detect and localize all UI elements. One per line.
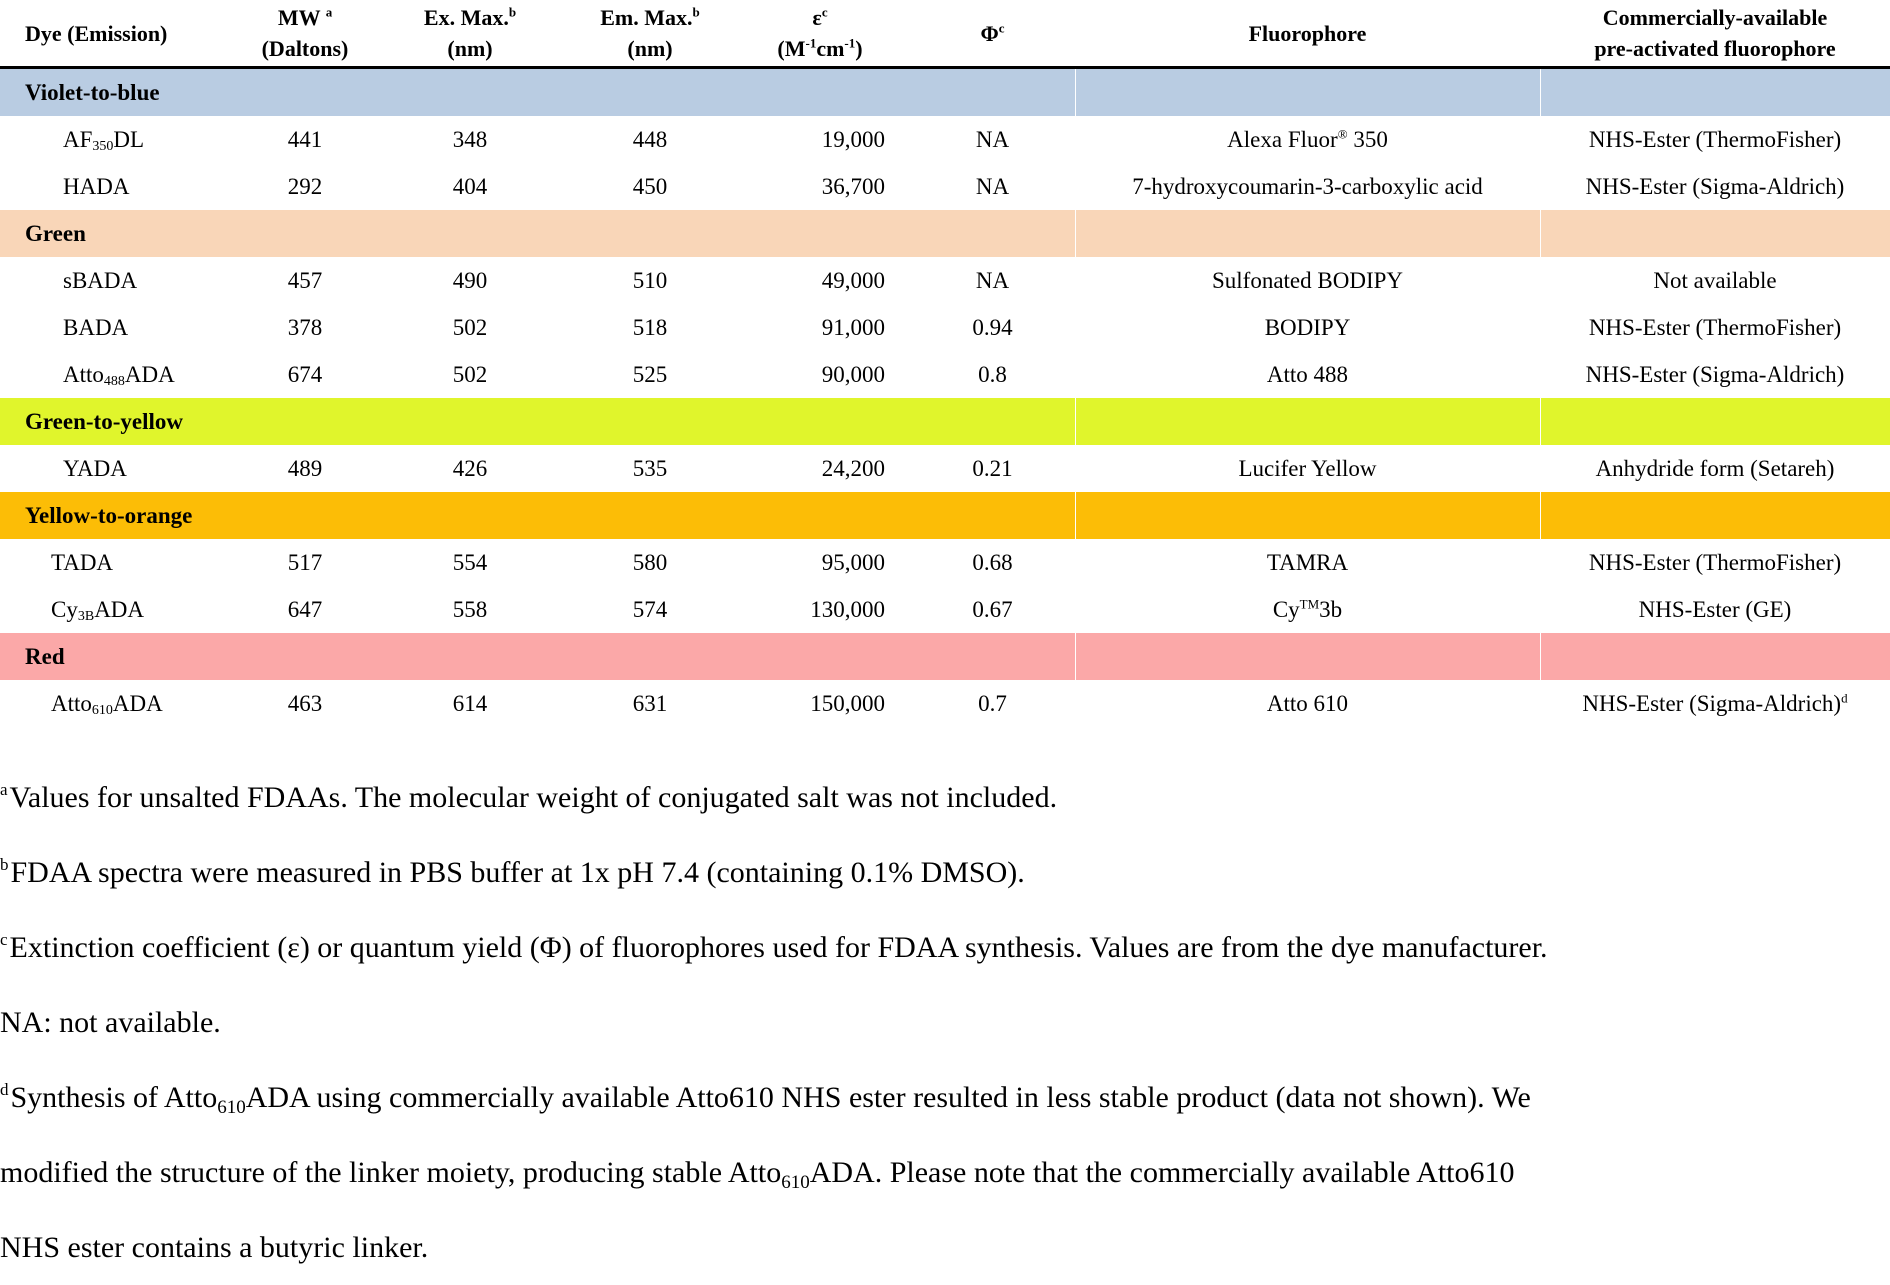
header-extinction: $\varepsilon^c$ $(M^{-1}cm^{-1})$ bbox=[730, 0, 910, 68]
molecular-weight: 489 bbox=[287, 455, 323, 481]
footnotes bbox=[0, 760, 1890, 1285]
category-cell bbox=[1075, 68, 1540, 117]
table-row bbox=[0, 257, 1890, 304]
commercial-source bbox=[1540, 116, 1890, 163]
quantum-yield: 0.8 bbox=[978, 361, 1007, 387]
dye-name bbox=[0, 163, 240, 210]
header-dye: Dye (Emission) bbox=[0, 0, 240, 68]
category-cell bbox=[240, 492, 370, 539]
dye-name bbox=[0, 445, 240, 492]
quantum-yield: NA bbox=[975, 267, 1010, 293]
molecular-weight: 647 bbox=[287, 596, 323, 622]
fluorophore-text: Atto 488 bbox=[1266, 361, 1349, 387]
category-cell bbox=[240, 68, 370, 117]
footnote-na: NA: not available. bbox=[0, 1006, 221, 1039]
header-fluorophore: Fluorophore bbox=[1075, 0, 1540, 68]
category-cell bbox=[730, 492, 910, 539]
quantum-yield: 0.94 bbox=[972, 314, 1013, 340]
dye-name-suffix: ADA bbox=[94, 596, 145, 622]
excitation-max: 502 bbox=[452, 361, 488, 387]
category-cell bbox=[370, 492, 570, 539]
footnote-d-line-2: modified the structure of the linker moiety, producing stable Atto$_{610}$ADA. Please note that the commercially available Atto610 bbox=[0, 1156, 1515, 1193]
category-cell bbox=[370, 633, 570, 680]
fluorophore bbox=[1075, 586, 1540, 633]
commercial-footnote-mark: d bbox=[1841, 689, 1848, 705]
category-cell bbox=[240, 633, 370, 680]
fluorophore-text: Atto 610 bbox=[1266, 690, 1349, 716]
category-cell bbox=[1540, 210, 1890, 257]
category-row bbox=[0, 210, 1890, 257]
category-cell bbox=[1540, 68, 1890, 117]
fluorophore-text: Lucifer Yellow bbox=[1238, 455, 1377, 481]
category-cell bbox=[910, 398, 1075, 445]
table-header-row bbox=[0, 0, 1890, 68]
commercial-source bbox=[1540, 304, 1890, 351]
emission-max: 535 bbox=[632, 455, 668, 481]
table-row bbox=[0, 116, 1890, 163]
extinction-coefficient: 90,000 bbox=[821, 361, 885, 387]
commercial-source-text: Anhydride form (Setareh) bbox=[1595, 455, 1835, 481]
fluorophore bbox=[1075, 257, 1540, 304]
category-cell bbox=[1075, 210, 1540, 257]
molecular-weight: 378 bbox=[287, 314, 323, 340]
dye-name-subscript: 488 bbox=[103, 373, 125, 389]
dye-name-text: Atto bbox=[51, 690, 92, 716]
commercial-source bbox=[1540, 680, 1890, 727]
dye-name-suffix: ADA bbox=[112, 690, 163, 716]
fluorophore-text: Alexa Fluor bbox=[1227, 126, 1338, 152]
category-cell bbox=[910, 210, 1075, 257]
category-cell bbox=[1075, 492, 1540, 539]
category-label: Violet-to-blue bbox=[25, 79, 160, 105]
commercial-source-text: NHS-Ester (Sigma-Aldrich) bbox=[1585, 173, 1845, 199]
emission-max: 580 bbox=[632, 549, 668, 575]
dye-name bbox=[0, 680, 240, 727]
emission-max: 518 bbox=[632, 314, 668, 340]
footnote-a: $^a$Values for unsalted FDAAs. The molecular weight of conjugated salt was not included. bbox=[0, 780, 1058, 814]
category-label: Red bbox=[25, 643, 65, 669]
fluorophore-superscript: TM bbox=[1299, 595, 1320, 611]
commercial-source bbox=[1540, 445, 1890, 492]
excitation-max: 558 bbox=[452, 596, 488, 622]
fluorophore-text: TAMRA bbox=[1266, 549, 1349, 575]
fluorophore-text: Sulfonated BODIPY bbox=[1211, 267, 1404, 293]
commercial-source-text: NHS-Ester (ThermoFisher) bbox=[1588, 126, 1842, 152]
category-cell bbox=[1075, 398, 1540, 445]
category-cell bbox=[370, 68, 570, 117]
category-cell bbox=[570, 210, 730, 257]
category-cell bbox=[570, 68, 730, 117]
dye-name-suffix: ADA bbox=[124, 361, 175, 387]
table-row bbox=[0, 680, 1890, 727]
category-cell bbox=[570, 398, 730, 445]
category-cell bbox=[730, 210, 910, 257]
fluorophore bbox=[1075, 680, 1540, 727]
quantum-yield: 0.67 bbox=[972, 596, 1013, 622]
commercial-source-text: NHS-Ester (ThermoFisher) bbox=[1588, 549, 1842, 575]
header-commercial: Commercially-available pre-activated fluorophore bbox=[1540, 0, 1890, 68]
dye-name-text: sBADA bbox=[63, 267, 138, 293]
header-em-max: Em. Max.$^b$ (nm) bbox=[570, 0, 730, 68]
emission-max: 574 bbox=[632, 596, 668, 622]
commercial-source bbox=[1540, 163, 1890, 210]
category-label: Green bbox=[25, 220, 86, 246]
category-label: Green-to-yellow bbox=[25, 408, 183, 434]
molecular-weight: 463 bbox=[287, 690, 323, 716]
dye-name-text: HADA bbox=[63, 173, 130, 199]
dye-name bbox=[0, 116, 240, 163]
category-row bbox=[0, 68, 1890, 117]
commercial-source-text: NHS-Ester (GE) bbox=[1638, 596, 1792, 622]
category-cell bbox=[370, 210, 570, 257]
fluorophore-suffix: 350 bbox=[1347, 126, 1388, 152]
footnote-d-line-3: NHS ester contains a butyric linker. bbox=[0, 1231, 429, 1264]
category-cell bbox=[910, 633, 1075, 680]
fluorophore bbox=[1075, 116, 1540, 163]
category-row bbox=[0, 492, 1890, 539]
dye-name bbox=[0, 351, 240, 398]
fluorophore-suffix: 3b bbox=[1319, 596, 1343, 622]
category-cell bbox=[570, 633, 730, 680]
category-cell bbox=[570, 492, 730, 539]
category-cell bbox=[240, 398, 370, 445]
dye-name-text: Atto bbox=[63, 361, 104, 387]
dye-name-text: Cy bbox=[51, 596, 78, 622]
footnote-c: $^c$Extinction coefficient (ε) or quantum yield (Φ) of fluorophores used for FDAA synthesis. Values are from the dye manufacturer. bbox=[0, 930, 1548, 964]
header-ex-max: Ex. Max.$^b$ (nm) bbox=[370, 0, 570, 68]
emission-max: 448 bbox=[632, 126, 668, 152]
fluorophore-text: BODIPY bbox=[1264, 314, 1351, 340]
dye-name bbox=[0, 586, 240, 633]
molecular-weight: 674 bbox=[287, 361, 323, 387]
excitation-max: 348 bbox=[452, 126, 488, 152]
fluorophore bbox=[1075, 445, 1540, 492]
molecular-weight: 292 bbox=[287, 173, 323, 199]
dye-name bbox=[0, 539, 240, 586]
category-label: Yellow-to-orange bbox=[25, 502, 193, 528]
quantum-yield: 0.7 bbox=[978, 690, 1007, 716]
emission-max: 525 bbox=[632, 361, 668, 387]
excitation-max: 426 bbox=[452, 455, 488, 481]
category-cell bbox=[910, 68, 1075, 117]
category-cell bbox=[730, 633, 910, 680]
table-row bbox=[0, 163, 1890, 210]
fluorophore-superscript: ® bbox=[1337, 125, 1348, 141]
fluorophore-text: 7-hydroxycoumarin-3-carboxylic acid bbox=[1132, 173, 1483, 199]
table-row bbox=[0, 304, 1890, 351]
commercial-source-text: NHS-Ester (Sigma-Aldrich) bbox=[1585, 361, 1845, 387]
fluorophore bbox=[1075, 351, 1540, 398]
extinction-coefficient: 36,700 bbox=[821, 173, 885, 199]
category-row bbox=[0, 398, 1890, 445]
extinction-coefficient: 49,000 bbox=[821, 267, 885, 293]
quantum-yield: 0.68 bbox=[972, 549, 1013, 575]
footnote-d: $^d$Synthesis of Atto$_{610}$ADA using commercially available Atto610 NHS ester resulted in less stable product (data not shown). We bbox=[0, 1080, 1531, 1118]
extinction-coefficient: 91,000 bbox=[821, 314, 885, 340]
commercial-source bbox=[1540, 257, 1890, 304]
excitation-max: 502 bbox=[452, 314, 488, 340]
table-row bbox=[0, 445, 1890, 492]
header-quantum-yield: $\Phi^c$ bbox=[910, 0, 1075, 68]
commercial-source-text: Not available bbox=[1653, 267, 1777, 293]
extinction-coefficient: 95,000 bbox=[821, 549, 885, 575]
extinction-coefficient: 150,000 bbox=[810, 690, 885, 716]
fluorophore bbox=[1075, 163, 1540, 210]
commercial-source bbox=[1540, 351, 1890, 398]
quantum-yield: NA bbox=[975, 126, 1010, 152]
extinction-coefficient: 19,000 bbox=[821, 126, 885, 152]
category-row bbox=[0, 633, 1890, 680]
category-cell bbox=[240, 210, 370, 257]
table-body bbox=[0, 68, 1890, 728]
dye-name bbox=[0, 304, 240, 351]
fluorophore bbox=[1075, 304, 1540, 351]
category-cell bbox=[1540, 492, 1890, 539]
molecular-weight: 457 bbox=[287, 267, 323, 293]
extinction-coefficient: 24,200 bbox=[821, 455, 885, 481]
excitation-max: 490 bbox=[452, 267, 488, 293]
quantum-yield: 0.21 bbox=[972, 455, 1013, 481]
fluorophore-text: Cy bbox=[1272, 596, 1300, 622]
table-row bbox=[0, 539, 1890, 586]
dye-name-subscript: 3B bbox=[77, 608, 95, 624]
commercial-source bbox=[1540, 539, 1890, 586]
commercial-source bbox=[1540, 586, 1890, 633]
dye-name-text: AF bbox=[63, 126, 93, 152]
emission-max: 450 bbox=[632, 173, 668, 199]
extinction-coefficient: 130,000 bbox=[810, 596, 885, 622]
dye-name-text: YADA bbox=[63, 455, 127, 481]
dye-name-subscript: 350 bbox=[92, 138, 114, 154]
dye-name-text: BADA bbox=[63, 314, 129, 340]
dye-name-text: TADA bbox=[51, 549, 114, 575]
table-row bbox=[0, 351, 1890, 398]
dye-name-subscript: 610 bbox=[91, 702, 113, 718]
category-cell bbox=[1540, 398, 1890, 445]
dye-name bbox=[0, 257, 240, 304]
quantum-yield: NA bbox=[975, 173, 1010, 199]
footnote-b: $^b$FDAA spectra were measured in PBS buffer at 1x pH 7.4 (containing 0.1% DMSO). bbox=[0, 855, 1025, 889]
dye-name-suffix: DL bbox=[113, 126, 145, 152]
category-cell bbox=[1540, 633, 1890, 680]
emission-max: 510 bbox=[632, 267, 668, 293]
emission-max: 631 bbox=[632, 690, 668, 716]
excitation-max: 404 bbox=[452, 173, 488, 199]
header-mw: MW $^a$ (Daltons) bbox=[240, 0, 370, 68]
molecular-weight: 517 bbox=[287, 549, 323, 575]
category-cell bbox=[370, 398, 570, 445]
category-cell bbox=[910, 492, 1075, 539]
commercial-source-text: NHS-Ester (Sigma-Aldrich) bbox=[1582, 690, 1842, 716]
commercial-source-text: NHS-Ester (ThermoFisher) bbox=[1588, 314, 1842, 340]
excitation-max: 554 bbox=[452, 549, 488, 575]
table-row bbox=[0, 586, 1890, 633]
category-cell bbox=[730, 398, 910, 445]
category-cell bbox=[730, 68, 910, 117]
molecular-weight: 441 bbox=[287, 126, 323, 152]
excitation-max: 614 bbox=[452, 690, 488, 716]
category-cell bbox=[1075, 633, 1540, 680]
fluorophore bbox=[1075, 539, 1540, 586]
